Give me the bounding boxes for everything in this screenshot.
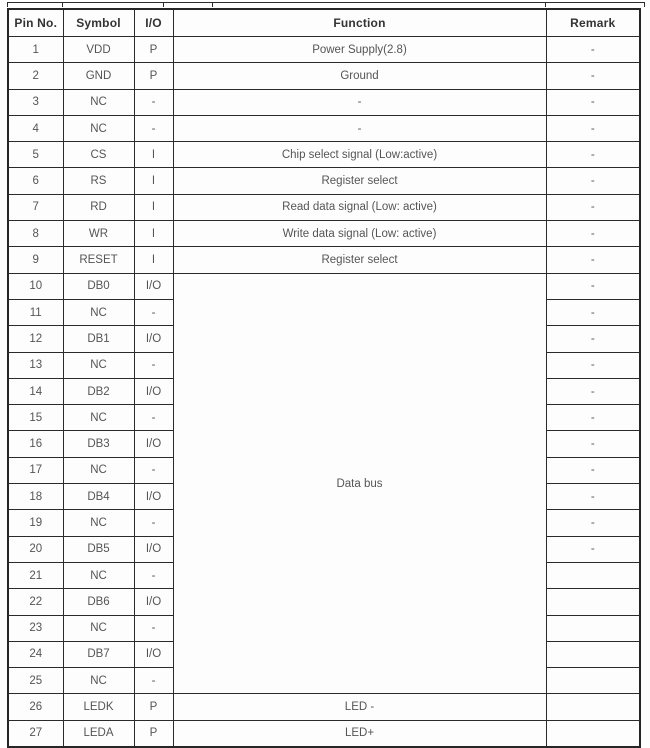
io-cell: I [134, 142, 173, 168]
table-row [8, 694, 640, 720]
io-cell: - [134, 299, 173, 325]
io-cell: P [134, 63, 173, 89]
clipped-column-tick [62, 2, 63, 7]
io-cell: I/O [134, 536, 173, 562]
remark-cell [546, 694, 640, 720]
symbol-cell: DB3 [63, 431, 134, 457]
function-cell: Chip select signal (Low:active) [173, 142, 546, 168]
symbol-cell: NC [63, 299, 134, 325]
clipped-column-tick [163, 2, 164, 7]
symbol-cell: NC [63, 510, 134, 536]
clipped-column-tick [7, 2, 8, 7]
pin-cell: 18 [8, 484, 63, 510]
io-cell: - [134, 115, 173, 141]
symbol-cell: CS [63, 142, 134, 168]
pin-cell: 7 [8, 194, 63, 220]
remark-cell: - [546, 431, 640, 457]
io-cell: I [134, 194, 173, 220]
pin-cell: 3 [8, 89, 63, 115]
io-cell: I/O [134, 484, 173, 510]
remark-cell: - [546, 194, 640, 220]
symbol-cell: DB4 [63, 484, 134, 510]
remark-cell: - [546, 221, 640, 247]
pin-cell: 26 [8, 694, 63, 720]
remark-cell: - [546, 37, 640, 63]
table-row [8, 247, 640, 273]
symbol-cell: RS [63, 168, 134, 194]
function-cell: LED - [173, 694, 546, 720]
symbol-cell: WR [63, 221, 134, 247]
remark-cell: - [546, 405, 640, 431]
table-row [8, 89, 640, 115]
io-cell: P [134, 37, 173, 63]
io-cell: - [134, 457, 173, 483]
clipped-column-tick [644, 2, 645, 7]
pin-cell: 11 [8, 299, 63, 325]
remark-cell [546, 615, 640, 641]
column-header-symbol: Symbol [63, 9, 134, 37]
pin-table-body [8, 37, 640, 748]
remark-cell: - [546, 510, 640, 536]
remark-cell: - [546, 536, 640, 562]
pin-cell: 14 [8, 378, 63, 404]
symbol-cell: NC [63, 352, 134, 378]
symbol-cell: RD [63, 194, 134, 220]
io-cell: I/O [134, 641, 173, 667]
remark-cell [546, 589, 640, 615]
symbol-cell: NC [63, 405, 134, 431]
pin-cell: 4 [8, 115, 63, 141]
remark-cell [546, 668, 640, 694]
pin-cell: 1 [8, 37, 63, 63]
clipped-column-tick [212, 2, 213, 7]
column-header-function: Function [173, 9, 546, 37]
pin-cell: 16 [8, 431, 63, 457]
symbol-cell: VDD [63, 37, 134, 63]
column-header-pin-no: Pin No. [8, 9, 63, 37]
pin-cell: 5 [8, 142, 63, 168]
symbol-cell: NC [63, 457, 134, 483]
pin-cell: 17 [8, 457, 63, 483]
io-cell: I/O [134, 326, 173, 352]
io-cell: I/O [134, 378, 173, 404]
remark-cell: - [546, 115, 640, 141]
symbol-cell: NC [63, 668, 134, 694]
symbol-cell: DB7 [63, 641, 134, 667]
symbol-cell: LEDA [63, 720, 134, 747]
io-cell: I [134, 247, 173, 273]
pin-cell: 12 [8, 326, 63, 352]
remark-cell [546, 562, 640, 588]
table-row [8, 63, 640, 89]
symbol-cell: GND [63, 63, 134, 89]
io-cell: - [134, 615, 173, 641]
function-cell: - [173, 115, 546, 141]
symbol-cell: RESET [63, 247, 134, 273]
function-cell: LED+ [173, 720, 546, 747]
table-row [8, 168, 640, 194]
io-cell: - [134, 510, 173, 536]
clipped-table-bottom-border [7, 2, 645, 3]
io-cell: I [134, 221, 173, 247]
remark-cell: - [546, 352, 640, 378]
table-row [8, 115, 640, 141]
remark-cell: - [546, 247, 640, 273]
symbol-cell: NC [63, 89, 134, 115]
io-cell: I/O [134, 431, 173, 457]
function-cell: Register select [173, 168, 546, 194]
io-cell: P [134, 720, 173, 747]
symbol-cell: NC [63, 615, 134, 641]
column-header-io: I/O [134, 9, 173, 37]
function-cell: - [173, 89, 546, 115]
pin-cell: 25 [8, 668, 63, 694]
pin-cell: 19 [8, 510, 63, 536]
pin-cell: 9 [8, 247, 63, 273]
pin-cell: 13 [8, 352, 63, 378]
table-row [8, 194, 640, 220]
remark-cell: - [546, 457, 640, 483]
remark-cell [546, 641, 640, 667]
symbol-cell: DB6 [63, 589, 134, 615]
io-cell: - [134, 405, 173, 431]
table-row [8, 37, 640, 63]
remark-cell: - [546, 142, 640, 168]
function-cell: Read data signal (Low: active) [173, 194, 546, 220]
io-cell: I/O [134, 589, 173, 615]
function-cell: Power Supply(2.8) [173, 37, 546, 63]
symbol-cell: NC [63, 115, 134, 141]
table-row [8, 273, 640, 299]
io-cell: I/O [134, 273, 173, 299]
remark-cell: - [546, 168, 640, 194]
io-cell: - [134, 89, 173, 115]
table-row [8, 221, 640, 247]
pin-cell: 27 [8, 720, 63, 747]
symbol-cell: DB5 [63, 536, 134, 562]
remark-cell: - [546, 378, 640, 404]
pin-cell: 10 [8, 273, 63, 299]
pin-cell: 21 [8, 562, 63, 588]
symbol-cell: DB1 [63, 326, 134, 352]
io-cell: - [134, 562, 173, 588]
pin-description-table [7, 8, 641, 748]
symbol-cell: NC [63, 562, 134, 588]
pin-cell: 22 [8, 589, 63, 615]
remark-cell: - [546, 326, 640, 352]
pin-cell: 8 [8, 221, 63, 247]
pin-cell: 6 [8, 168, 63, 194]
io-cell: - [134, 352, 173, 378]
header-row [8, 9, 640, 37]
table-row [8, 720, 640, 747]
remark-cell: - [546, 484, 640, 510]
remark-cell [546, 720, 640, 747]
function-cell: Write data signal (Low: active) [173, 221, 546, 247]
symbol-cell: DB2 [63, 378, 134, 404]
remark-cell: - [546, 273, 640, 299]
io-cell: - [134, 668, 173, 694]
remark-cell: - [546, 89, 640, 115]
function-cell-merged: Data bus [173, 273, 546, 694]
symbol-cell: LEDK [63, 694, 134, 720]
function-cell: Register select [173, 247, 546, 273]
io-cell: P [134, 694, 173, 720]
function-cell: Ground [173, 63, 546, 89]
clipped-column-tick [545, 2, 546, 7]
pin-cell: 24 [8, 641, 63, 667]
table-row [8, 142, 640, 168]
symbol-cell: DB0 [63, 273, 134, 299]
pin-cell: 23 [8, 615, 63, 641]
pin-cell: 15 [8, 405, 63, 431]
pin-cell: 2 [8, 63, 63, 89]
remark-cell: - [546, 63, 640, 89]
io-cell: I [134, 168, 173, 194]
remark-cell: - [546, 299, 640, 325]
pin-cell: 20 [8, 536, 63, 562]
column-header-remark: Remark [546, 9, 640, 37]
